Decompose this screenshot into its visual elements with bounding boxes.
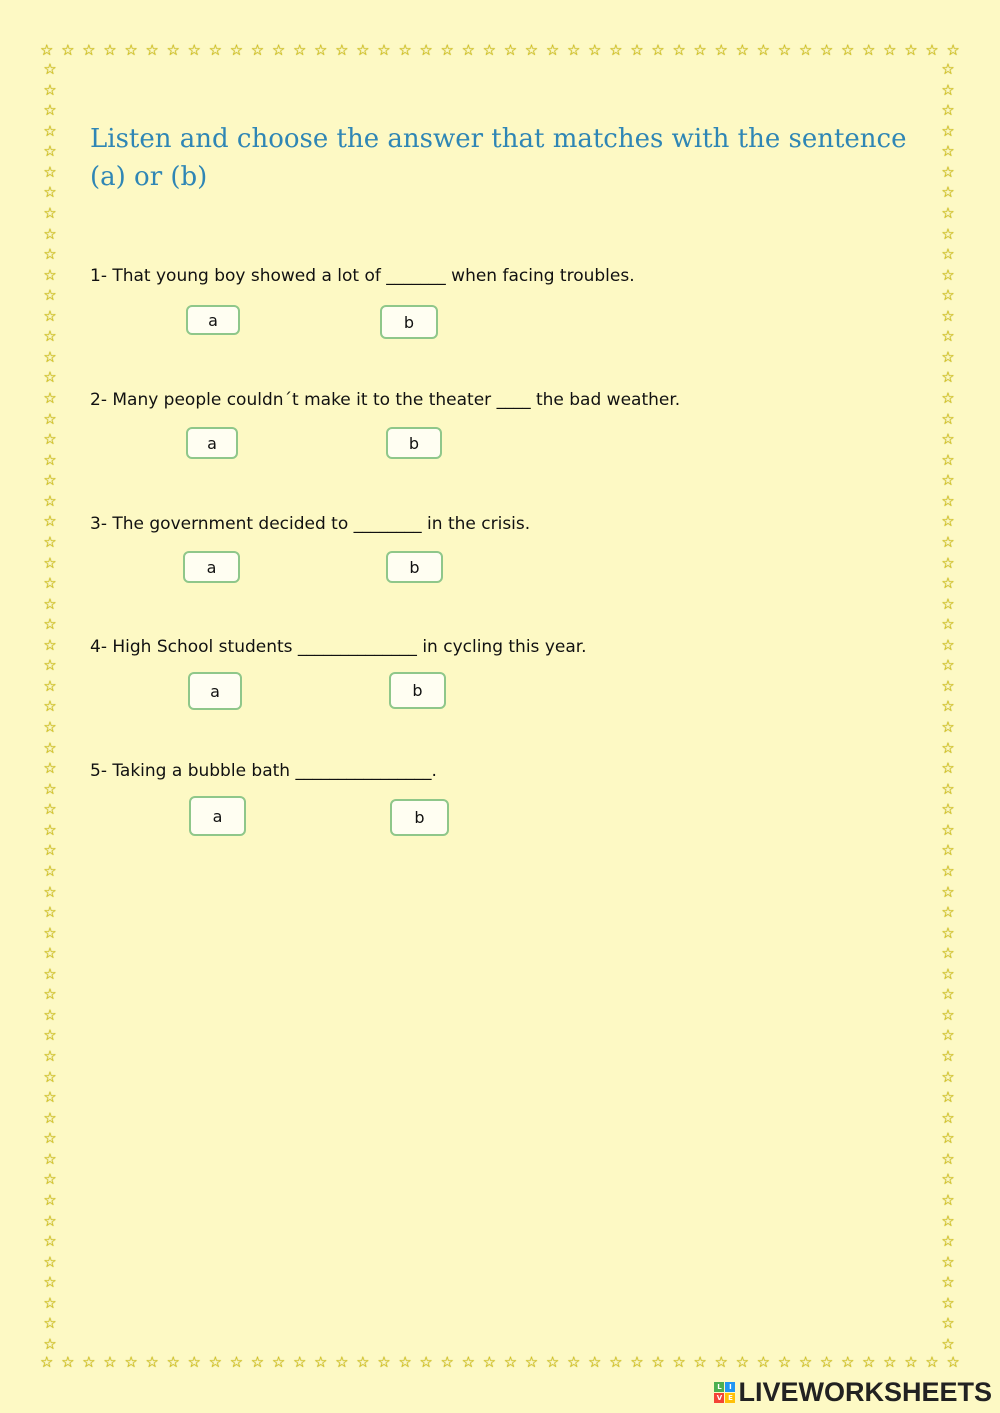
- star-icon: ☆: [377, 1352, 391, 1371]
- question-2-option-a[interactable]: a: [186, 427, 238, 459]
- star-icon: ☆: [82, 40, 96, 59]
- star-icon: ☆: [43, 491, 57, 510]
- star-icon: ☆: [735, 1352, 750, 1371]
- star-icon: ☆: [862, 1352, 876, 1371]
- star-icon: ☆: [941, 183, 955, 202]
- star-icon: ☆: [43, 1170, 57, 1189]
- star-icon: ☆: [43, 430, 57, 449]
- star-icon: ☆: [941, 1252, 955, 1271]
- question-4: 4- High School students ______________ in cycling this year.: [90, 637, 587, 657]
- star-icon: ☆: [43, 1149, 57, 1168]
- star-icon: ☆: [43, 1108, 57, 1127]
- star-icon: ☆: [941, 1108, 955, 1127]
- star-icon: ☆: [43, 759, 57, 778]
- star-icon: ☆: [941, 1170, 955, 1189]
- star-icon: ☆: [43, 80, 57, 99]
- star-icon: ☆: [43, 676, 57, 695]
- star-icon: ☆: [941, 718, 955, 736]
- star-icon: ☆: [335, 40, 349, 59]
- star-icon: ☆: [43, 286, 57, 305]
- star-icon: ☆: [941, 306, 955, 325]
- star-icon: ☆: [292, 1352, 307, 1371]
- star-icon: ☆: [271, 1352, 286, 1371]
- question-5: 5- Taking a bubble bath ________________.: [90, 761, 437, 781]
- star-icon: ☆: [43, 820, 57, 839]
- star-icon: ☆: [756, 1352, 771, 1371]
- star-icon: ☆: [271, 40, 286, 59]
- star-icon: ☆: [43, 882, 57, 901]
- star-icon: ☆: [229, 40, 244, 59]
- star-icon: ☆: [941, 450, 955, 469]
- star-icon: ☆: [43, 245, 57, 264]
- star-icon: ☆: [941, 101, 955, 120]
- star-icon: ☆: [819, 40, 834, 59]
- star-icon: ☆: [941, 1067, 955, 1086]
- star-icon: ☆: [503, 40, 518, 59]
- star-icon: ☆: [103, 1352, 117, 1371]
- star-icon: ☆: [941, 841, 955, 860]
- star-icon: ☆: [43, 1334, 57, 1353]
- star-icon: ☆: [377, 40, 391, 59]
- star-icon: ☆: [292, 40, 307, 59]
- star-icon: ☆: [43, 1211, 57, 1230]
- star-icon: ☆: [43, 265, 57, 284]
- star-icon: ☆: [40, 1352, 54, 1371]
- star-icon: ☆: [941, 923, 955, 942]
- star-icon: ☆: [941, 1149, 955, 1168]
- star-border-right: [938, 62, 958, 1352]
- star-icon: ☆: [941, 1232, 955, 1251]
- star-icon: ☆: [672, 1352, 686, 1371]
- worksheet-title: Listen and choose the answer that matches with the sentence (a) or (b): [90, 124, 907, 192]
- star-icon: ☆: [82, 1352, 96, 1371]
- star-icon: ☆: [440, 40, 454, 59]
- star-icon: ☆: [187, 1352, 201, 1371]
- star-icon: ☆: [651, 1352, 665, 1371]
- star-border-bottom: [40, 1352, 960, 1372]
- star-icon: ☆: [461, 1352, 476, 1371]
- star-icon: ☆: [941, 60, 955, 78]
- star-icon: ☆: [40, 40, 54, 59]
- star-icon: ☆: [43, 368, 57, 387]
- logo-text: LIVEWORKSHEETS: [738, 1376, 992, 1407]
- question-4-option-b[interactable]: b: [389, 672, 446, 709]
- star-icon: ☆: [883, 1352, 897, 1371]
- star-icon: ☆: [43, 183, 57, 202]
- star-icon: ☆: [43, 471, 57, 490]
- star-icon: ☆: [941, 142, 955, 161]
- star-icon: ☆: [941, 1088, 955, 1107]
- liveworksheets-logo: [714, 1377, 992, 1407]
- star-icon: ☆: [43, 327, 57, 346]
- star-icon: ☆: [43, 1252, 57, 1271]
- question-1: 1- That young boy showed a lot of _______ when facing troubles.: [90, 266, 635, 286]
- star-icon: ☆: [208, 40, 223, 59]
- star-icon: ☆: [314, 1352, 328, 1371]
- star-icon: ☆: [566, 1352, 581, 1371]
- star-icon: ☆: [941, 224, 955, 243]
- star-icon: ☆: [419, 1352, 433, 1371]
- star-icon: ☆: [461, 40, 476, 59]
- star-icon: ☆: [124, 40, 138, 59]
- star-icon: ☆: [777, 40, 792, 59]
- star-icon: ☆: [941, 697, 955, 716]
- star-icon: ☆: [941, 1047, 955, 1065]
- star-icon: ☆: [941, 594, 955, 613]
- star-icon: ☆: [145, 40, 159, 59]
- star-icon: ☆: [43, 861, 57, 880]
- star-icon: ☆: [43, 718, 57, 736]
- star-icon: ☆: [941, 635, 955, 654]
- star-icon: ☆: [43, 224, 57, 243]
- star-icon: ☆: [43, 347, 57, 366]
- star-icon: ☆: [941, 615, 955, 634]
- star-icon: ☆: [941, 903, 955, 922]
- star-icon: ☆: [208, 1352, 223, 1371]
- star-icon: ☆: [941, 553, 955, 572]
- star-icon: ☆: [941, 800, 955, 819]
- star-icon: ☆: [43, 1273, 57, 1292]
- star-icon: ☆: [524, 40, 539, 59]
- star-icon: ☆: [43, 964, 57, 983]
- star-icon: ☆: [43, 1190, 57, 1209]
- question-2: 2- Many people couldn´t make it to the theater ____ the bad weather.: [90, 390, 681, 410]
- star-icon: ☆: [819, 1352, 834, 1371]
- star-icon: ☆: [43, 1067, 57, 1086]
- star-icon: ☆: [714, 1352, 728, 1371]
- star-icon: ☆: [941, 861, 955, 880]
- star-icon: ☆: [941, 985, 955, 1004]
- star-icon: ☆: [43, 1088, 57, 1107]
- star-icon: ☆: [145, 1352, 159, 1371]
- star-icon: ☆: [941, 265, 955, 284]
- star-icon: ☆: [630, 40, 644, 59]
- star-icon: ☆: [941, 430, 955, 449]
- star-icon: ☆: [229, 1352, 244, 1371]
- star-icon: ☆: [588, 40, 602, 59]
- star-icon: ☆: [43, 615, 57, 634]
- star-icon: ☆: [941, 779, 955, 798]
- star-icon: ☆: [941, 1293, 955, 1312]
- star-icon: ☆: [43, 532, 57, 551]
- star-icon: ☆: [503, 1352, 518, 1371]
- star-icon: ☆: [43, 450, 57, 469]
- star-icon: ☆: [941, 964, 955, 983]
- star-icon: ☆: [941, 820, 955, 839]
- star-icon: ☆: [43, 1047, 57, 1065]
- question-2-option-b[interactable]: b: [386, 427, 442, 459]
- star-icon: ☆: [941, 1273, 955, 1292]
- question-5-option-a[interactable]: a: [189, 796, 246, 836]
- star-icon: ☆: [43, 1232, 57, 1251]
- star-icon: ☆: [103, 40, 117, 59]
- question-3-option-b[interactable]: b: [386, 551, 443, 583]
- star-icon: ☆: [941, 1129, 955, 1148]
- star-border-top: [40, 40, 960, 60]
- star-icon: ☆: [356, 40, 370, 59]
- question-3: 3- The government decided to ________ in the crisis.: [90, 514, 531, 534]
- star-icon: ☆: [482, 1352, 497, 1371]
- question-1-option-b[interactable]: b: [380, 305, 438, 339]
- star-icon: ☆: [941, 759, 955, 778]
- star-icon: ☆: [356, 1352, 370, 1371]
- star-icon: ☆: [840, 40, 855, 59]
- star-icon: ☆: [946, 1352, 960, 1371]
- logo-square: V: [714, 1393, 724, 1403]
- question-1-option-a[interactable]: a: [186, 305, 240, 335]
- star-icon: ☆: [43, 142, 57, 161]
- star-icon: ☆: [166, 40, 180, 59]
- star-icon: ☆: [43, 203, 57, 222]
- star-icon: ☆: [250, 1352, 265, 1371]
- star-icon: ☆: [545, 1352, 560, 1371]
- star-icon: ☆: [941, 532, 955, 551]
- star-border-left: [40, 62, 60, 1352]
- star-icon: ☆: [43, 553, 57, 572]
- star-icon: ☆: [43, 594, 57, 613]
- question-4-option-a[interactable]: a: [188, 672, 242, 710]
- star-icon: ☆: [693, 1352, 707, 1371]
- star-icon: ☆: [941, 512, 955, 531]
- star-icon: ☆: [941, 1026, 955, 1045]
- star-icon: ☆: [941, 1005, 955, 1024]
- star-icon: ☆: [840, 1352, 855, 1371]
- star-icon: ☆: [941, 491, 955, 510]
- star-icon: ☆: [43, 800, 57, 819]
- star-icon: ☆: [43, 101, 57, 120]
- star-icon: ☆: [941, 656, 955, 675]
- star-icon: ☆: [609, 40, 623, 59]
- star-icon: ☆: [672, 40, 686, 59]
- star-icon: ☆: [482, 40, 497, 59]
- star-icon: ☆: [630, 1352, 644, 1371]
- star-icon: ☆: [925, 40, 939, 59]
- logo-square: E: [725, 1393, 735, 1403]
- star-icon: ☆: [43, 841, 57, 860]
- question-5-option-b[interactable]: b: [390, 799, 449, 836]
- star-icon: ☆: [43, 1293, 57, 1312]
- star-icon: ☆: [545, 40, 560, 59]
- star-icon: ☆: [941, 1190, 955, 1209]
- star-icon: ☆: [43, 162, 57, 181]
- star-icon: ☆: [941, 389, 955, 407]
- star-icon: ☆: [43, 779, 57, 798]
- star-icon: ☆: [588, 1352, 602, 1371]
- star-icon: ☆: [941, 574, 955, 593]
- star-icon: ☆: [941, 738, 955, 757]
- star-icon: ☆: [609, 1352, 623, 1371]
- star-icon: ☆: [941, 368, 955, 387]
- star-icon: ☆: [43, 389, 57, 407]
- star-icon: ☆: [43, 1005, 57, 1024]
- star-icon: ☆: [925, 1352, 939, 1371]
- star-icon: ☆: [43, 1129, 57, 1148]
- star-icon: ☆: [250, 40, 265, 59]
- star-icon: ☆: [941, 676, 955, 695]
- star-icon: ☆: [419, 40, 433, 59]
- star-icon: ☆: [398, 40, 412, 59]
- star-icon: ☆: [946, 40, 960, 59]
- star-icon: ☆: [43, 738, 57, 757]
- star-icon: ☆: [904, 1352, 918, 1371]
- star-icon: ☆: [43, 121, 57, 140]
- star-icon: ☆: [941, 409, 955, 428]
- star-icon: ☆: [941, 286, 955, 305]
- logo-square: I: [725, 1382, 735, 1392]
- star-icon: ☆: [166, 1352, 180, 1371]
- star-icon: ☆: [941, 80, 955, 99]
- star-icon: ☆: [43, 985, 57, 1004]
- star-icon: ☆: [941, 1314, 955, 1333]
- star-icon: ☆: [798, 1352, 813, 1371]
- star-icon: ☆: [524, 1352, 539, 1371]
- question-3-option-a[interactable]: a: [183, 551, 240, 583]
- star-icon: ☆: [43, 923, 57, 942]
- star-icon: ☆: [43, 1026, 57, 1045]
- star-icon: ☆: [43, 656, 57, 675]
- star-icon: ☆: [777, 1352, 792, 1371]
- star-icon: ☆: [43, 697, 57, 716]
- logo-mark-icon: [714, 1382, 735, 1403]
- star-icon: ☆: [756, 40, 771, 59]
- star-icon: ☆: [440, 1352, 454, 1371]
- star-icon: ☆: [398, 1352, 412, 1371]
- star-icon: ☆: [566, 40, 581, 59]
- star-icon: ☆: [43, 1314, 57, 1333]
- star-icon: ☆: [43, 574, 57, 593]
- star-icon: ☆: [43, 903, 57, 922]
- star-icon: ☆: [43, 944, 57, 963]
- star-icon: ☆: [941, 121, 955, 140]
- logo-square: L: [714, 1382, 724, 1392]
- star-icon: ☆: [941, 471, 955, 490]
- star-icon: ☆: [314, 40, 328, 59]
- star-icon: ☆: [941, 162, 955, 181]
- star-icon: ☆: [61, 1352, 75, 1371]
- star-icon: ☆: [43, 635, 57, 654]
- star-icon: ☆: [883, 40, 897, 59]
- star-icon: ☆: [43, 409, 57, 428]
- star-icon: ☆: [941, 882, 955, 901]
- star-icon: ☆: [693, 40, 707, 59]
- star-icon: ☆: [651, 40, 665, 59]
- star-icon: ☆: [335, 1352, 349, 1371]
- star-icon: ☆: [941, 327, 955, 346]
- star-icon: ☆: [941, 347, 955, 366]
- star-icon: ☆: [862, 40, 876, 59]
- star-icon: ☆: [941, 1211, 955, 1230]
- star-icon: ☆: [941, 1334, 955, 1353]
- star-icon: ☆: [904, 40, 918, 59]
- star-icon: ☆: [43, 512, 57, 531]
- star-icon: ☆: [43, 60, 57, 78]
- star-icon: ☆: [61, 40, 75, 59]
- star-icon: ☆: [941, 944, 955, 963]
- star-icon: ☆: [941, 245, 955, 264]
- star-icon: ☆: [187, 40, 201, 59]
- star-icon: ☆: [798, 40, 813, 59]
- star-icon: ☆: [735, 40, 750, 59]
- star-icon: ☆: [941, 203, 955, 222]
- star-icon: ☆: [124, 1352, 138, 1371]
- star-icon: ☆: [43, 306, 57, 325]
- star-icon: ☆: [714, 40, 728, 59]
